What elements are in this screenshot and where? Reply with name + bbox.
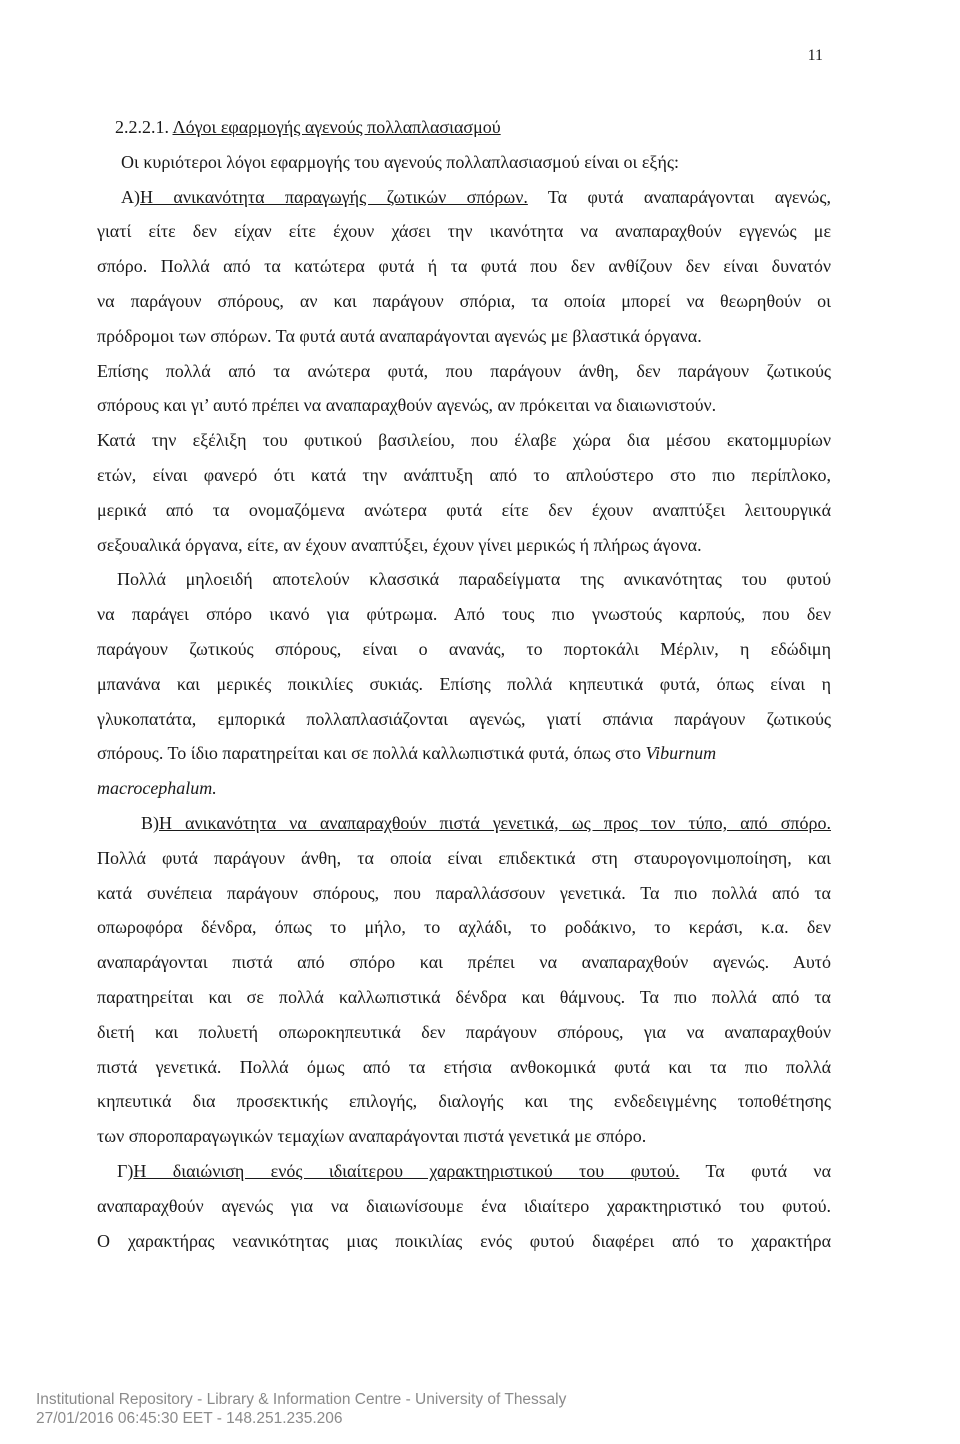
section-a-line-5: πρόδρομοι των σπόρων. Τα φυτά αυτά αναπαράγονται αγενώς με βλαστικά όργανα. (97, 325, 702, 346)
section-b-line-6: παρατηρείται και σε πολλά καλλωπιστικά δένδρα και θάμνους. Τα πιο πολλά από τα (97, 986, 831, 1007)
heading-number: 2.2.2.1. (115, 117, 173, 137)
section-a-para2-line-1: Πολλά μηλοειδή αποτελούν κλασσικά παραδείγματα της ανικανότητας του φυτού (117, 569, 831, 590)
footer-timestamp-line: 27/01/2016 06:45:30 EET - 148.251.235.206 (36, 1410, 343, 1427)
section-b-line-3: κατά συνέπεια παράγουν σπόρους, που παραλλάσσουν γενετικά. Τα πιο πολλά από τα (97, 882, 831, 903)
section-a-line-4: να παράγουν σπόρους, αν και παράγουν σπόρια, τα οποία μπορεί να θεωρηθούν οι (97, 290, 831, 311)
section-a-para2-line-5: γλυκοπατάτα, εμπορικά πολλαπλασιάζονται αγενώς, γιατί σπάνια παράγουν ζωτικούς (97, 708, 831, 729)
document-body (97, 110, 831, 1258)
section-heading (97, 110, 831, 145)
section-a-line-9: ετών, είναι φανερό ότι κατά την ανάπτυξη από το απλούστερο στο πιο περίπλοκο, (97, 464, 831, 485)
section-a-line-1 (97, 180, 831, 215)
section-b-line-8: πιστά γενετικά. Πολλά όμως από τα ετήσια ανθοκομικά φυτά και τα πιο πολλά (97, 1056, 831, 1077)
section-a-line-6: Επίσης πολλά από τα ανώτερα φυτά, που παράγουν άνθη, δεν παράγουν ζωτικούς (97, 360, 831, 381)
section-a-para2-line-3: παράγουν ζωτικούς σπόρους, είναι ο ανανάς, το πορτοκάλι Μέρλιν, η εδώδιμη (97, 638, 831, 659)
section-a-line-11: σεξουαλικά όργανα, είτε, αν έχουν αναπτύξει, έχουν γίνει μερικώς ή πλήρως άγονα. (97, 534, 702, 555)
section-a-line1-rest: Τα φυτά αναπαράγονται αγενώς, (527, 186, 831, 207)
footer-repository-line: Institutional Repository - Library & Information Centre - University of Thessaly (36, 1391, 567, 1408)
heading-title: Λόγοι εφαρμογής αγενούς πολλαπλασιασμού (172, 117, 501, 137)
section-b-title: Η ανικανότητα να αναπαραχθούν πιστά γενετικά, ως προς τον τύπο, από σπόρο. (159, 812, 831, 833)
section-a-line-10: μερικά από τα ονομαζόμενα ανώτερα φυτά είτε δεν έχουν αναπτύξει λειτουργικά (97, 499, 831, 520)
section-a-para2-line-4: μπανάνα και μερικές ποικιλίες συκιάς. Επίσης πολλά κηπευτικά φυτά, όπως είναι η (97, 673, 831, 694)
section-c-line-1 (97, 1154, 831, 1189)
section-a-line-2: γιατί είτε δεν είχαν είτε έχουν χάσει την ικανότητα να αναπαραχθούν εγγενώς με (97, 221, 831, 242)
section-a-letter: Α) (121, 186, 140, 207)
page-number: 11 (807, 47, 823, 64)
section-b-line-5: αναπαράγονται πιστά από σπόρο και πρέπει να αναπαραχθούν αγενώς. Αυτό (97, 952, 831, 973)
section-a-para2-line-2: να παράγει σπόρο ικανό για φύτρωμα. Από τους πιο γνωστούς καρπούς, που δεν (97, 604, 831, 625)
section-a-para2-line-6 (97, 736, 831, 806)
section-a-line-7: σπόρους και γι’ αυτό πρέπει να αναπαραχθούν αγενώς, αν πρόκειται να διαιωνιστούν. (97, 395, 717, 416)
section-b-letter: Β) (141, 812, 159, 833)
section-c-title: Η διαιώνιση ενός ιδιαίτερου χαρακτηριστικού του φυτού. (133, 1160, 680, 1181)
section-a-line-8: Κατά την εξέλιξη του φυτικού βασιλείου, που έλαβε χώρα δια μέσου εκατομμυρίων (97, 430, 831, 451)
section-a-line-3: σπόρο. Πολλά από τα κατώτερα φυτά ή τα φυτά που δεν ανθίζουν δεν είναι δυνατόν (97, 256, 831, 277)
section-c-line1-rest: Τα φυτά να (679, 1160, 831, 1181)
section-c-letter: Γ) (117, 1160, 134, 1181)
section-b-line-10: των σποροπαραγωγικών τεμαχίων αναπαράγονται πιστά γενετικά με σπόρο. (97, 1126, 647, 1147)
section-a-title: Η ανικανότητα παραγωγής ζωτικών σπόρων. (140, 186, 528, 207)
section-c-line-3: Ο χαρακτήρας νεανικότητας μιας ποικιλίας ενός φυτού διαφέρει από το χαρακτήρα (97, 1230, 831, 1251)
section-b-line-1 (97, 806, 831, 841)
section-c-line-2: αναπαραχθούν αγενώς για να διαιωνίσουμε ένα ιδιαίτερο χαρακτηριστικό του φυτού. (97, 1195, 831, 1216)
species-name: Viburnum macrocephalum. (97, 743, 717, 799)
intro-line: Οι κυριότεροι λόγοι εφαρμογής του αγενούς πολλαπλασιασμού είναι οι εξής: (121, 151, 679, 172)
section-b-line-4: οπωροφόρα δένδρα, όπως το μήλο, το αχλάδι, το ροδάκινο, το κεράσι, κ.α. δεν (97, 917, 831, 938)
section-b-line-7: διετή και πολυετή οπωροκηπευτικά δεν παράγουν σπόρους, για να αναπαραχθούν (97, 1021, 831, 1042)
section-a-para2-line6-text: σπόρους. Το ίδιο παρατηρείται και σε πολλά καλλωπιστικά φυτά, όπως στο (97, 743, 646, 764)
section-b-line-2: Πολλά φυτά παράγουν άνθη, τα οποία είναι επιδεκτικά στη σταυρογονιμοποίηση, και (97, 847, 831, 868)
repository-footer (36, 1390, 566, 1428)
section-b-line-9: κηπευτικά δια προσεκτικής επιλογής, διαλογής και της ενδεδειγμένης τοποθέτησης (97, 1091, 831, 1112)
